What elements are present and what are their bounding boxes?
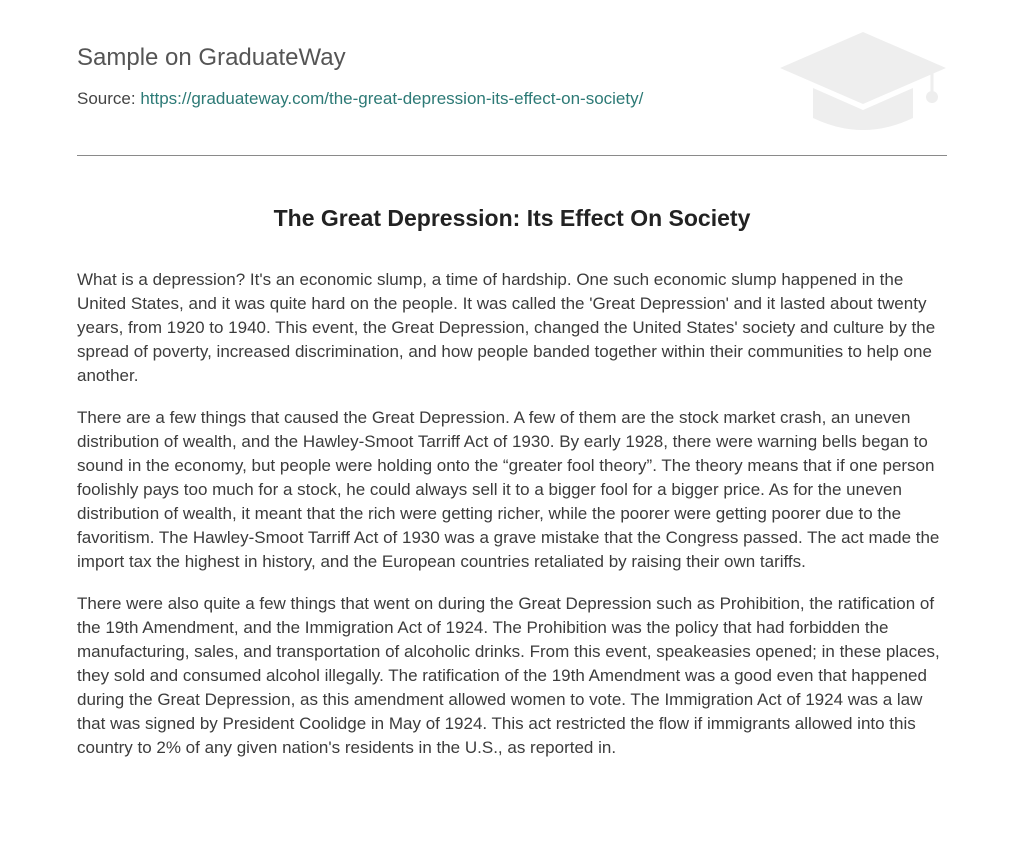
- site-title: Sample on GraduateWay: [77, 44, 346, 71]
- paragraph: There were also quite a few things that went on during the Great Depression such as Prohibition, the ratification of the 19th Amendment, and the Immigration Act of 1924. The Prohibition was the policy that had forbidden the manufacturing, sales, and transportation of alcoholic drinks. From this event, speakeasies opened; in these places, they sold and consumed alcohol illegally. The ratification of the 19th Amendment was a good even that happened during the Great Depression, as this amendment allowed women to vote. The Immigration Act of 1924 was a law that was signed by President Coolidge in May of 1924. This act restricted the flow if immigrants allowed into this country to 2% of any given nation's residents in the U.S., as reported in.: [77, 594, 940, 757]
- paragraph: What is a depression? It's an economic slump, a time of hardship. One such economic slump happened in the United States, and it was quite hard on the people. It was called the 'Great Depression' and it lasted about twenty years, from 1920 to 1940. This event, the Great Depression, changed the United States' society and culture by the spread of poverty, increased discrimination, and how people banded together within their communities to help one another.: [77, 270, 936, 385]
- page: [77, 0, 947, 757]
- header: [77, 0, 947, 156]
- cap-tassel: [926, 91, 938, 103]
- source-line: [77, 89, 643, 109]
- paragraph: There are a few things that caused the Great Depression. A few of them are the stock market crash, an uneven distribution of wealth, and the Hawley-Smoot Tarriff Act of 1930. By early 1928, there were warning bells began to sound in the economy, but people were holding onto the “greater fool theory”. The theory means that if one person foolishly pays too much for a stock, he could always sell it to a bigger fool for a bigger price. As for the uneven distribution of wealth, it meant that the rich were getting richer, while the poorer were getting poorer due to the favoritism. The Hawley-Smoot Tarriff Act of 1930 was a grave mistake that the Congress passed. The act made the import tax the highest in history, and the European countries retaliated by raising their own tariffs.: [77, 408, 940, 571]
- document-title: The Great Depression: Its Effect On Society: [273, 205, 751, 231]
- source-link[interactable]: https://graduateway.com/the-great-depression-its-effect-on-society/: [140, 89, 644, 108]
- cap-board: [780, 32, 946, 104]
- document-body: [77, 268, 949, 778]
- graduation-cap-icon: [780, 30, 946, 134]
- source-label: Source:: [77, 89, 136, 108]
